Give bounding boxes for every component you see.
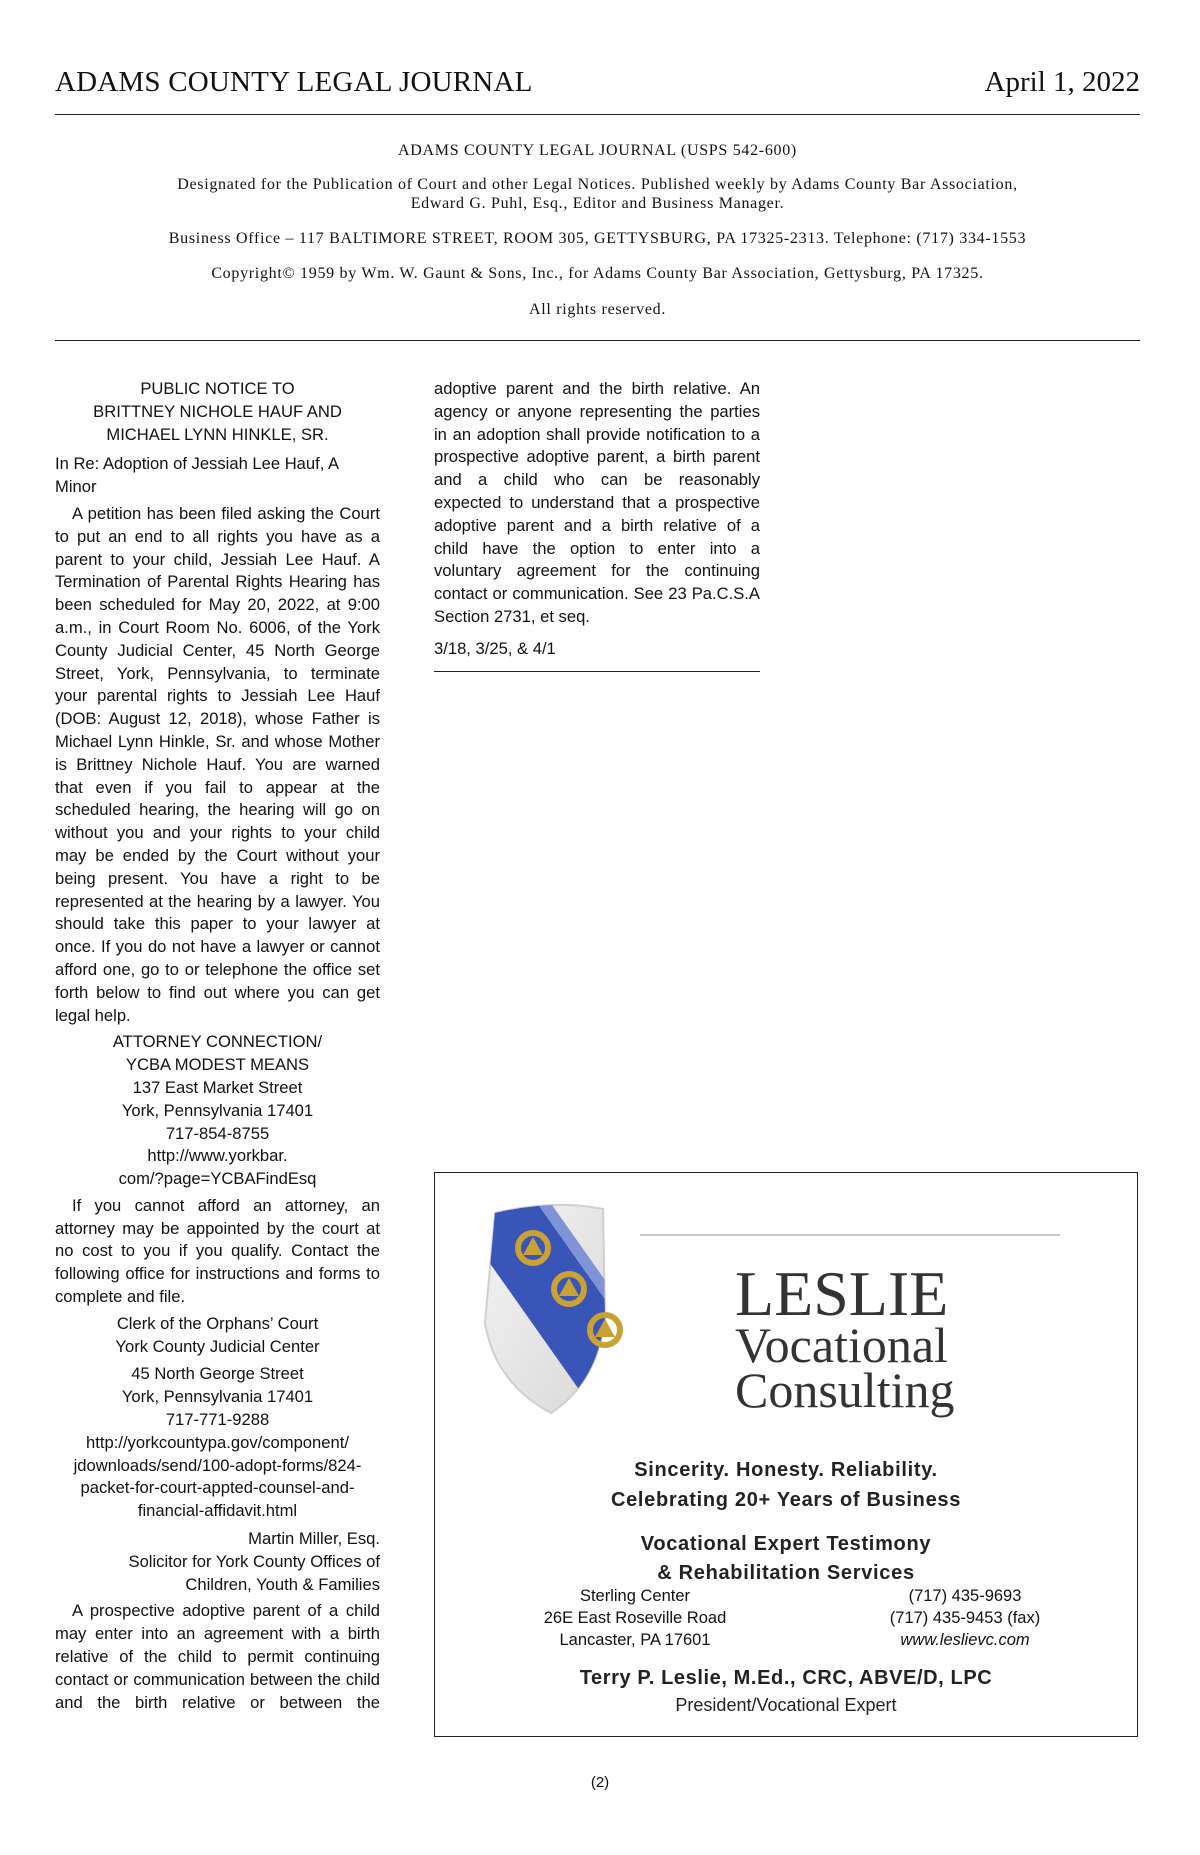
ad-person-role: President/Vocational Expert (675, 1695, 897, 1715)
shield-icon (465, 1188, 660, 1413)
office-line: Clerk of the Orphans’ Court (116, 1313, 319, 1333)
signer-line: Solicitor for York County Offices of (128, 1551, 380, 1571)
office-line: 717-771-9288 (165, 1410, 270, 1430)
ad-phone: (717) 435-9693 (908, 1587, 1022, 1605)
masthead-line: Edward G. Puhl, Esq., Editor and Business Manager. (410, 195, 785, 212)
publication-dates: 3/18, 3/25, & 4/1 (434, 639, 556, 658)
masthead-line: All rights reserved. (528, 301, 667, 318)
ad-fax: (717) 435-9453 (fax) (889, 1609, 1041, 1627)
masthead-rule (55, 340, 1140, 341)
ad-tagline: Sincerity. Honesty. Reliability. (634, 1459, 938, 1481)
office-line: York, Pennsylvania 17401 (121, 1387, 314, 1407)
office-url: financial-affidavit.html (137, 1501, 298, 1521)
logo-word-leslie: LESLIE (735, 1258, 949, 1329)
ad-person-name: Terry P. Leslie, M.Ed., CRC, ABVE/D, LPC (579, 1667, 993, 1689)
logo-word-vocational: Vocational (735, 1317, 948, 1373)
office-line: 45 North George Street (131, 1364, 304, 1384)
office-line: 137 East Market Street (132, 1077, 303, 1097)
ad-address-line: 26E East Roseville Road (543, 1609, 727, 1627)
notice-heading: MICHAEL LYNN HINKLE, SR. (106, 424, 329, 444)
ad-address-line: Sterling Center (579, 1587, 691, 1605)
notice-paragraph: A petition has been filed asking the Court to put an end to all rights you have as a parent to your child, Jessiah Lee Hauf. A Termination of Parental Rights Hearing has been scheduled for May 20, 2022, at 9:00 a.m., in Court Room No. 6006, of the York County Judicial Center, 45 North George Street, York, Pennsylvania, to terminate your parental rights to Jessiah Lee Hauf (DOB: August 12, 2018), whose Father is Michael Lynn Hinkle, Sr. and whose Mother is Brittney Nichole Hauf. You are warned that even if you fail to appear at the scheduled hearing, the hearing will go on without you and your rights to your child may be ended by the Court without your being present. You have a right to be represented at the hearing by a lawyer. You should take this paper to your lawyer at once. If you do not have a lawyer or cannot afford one, go to or telephone the office set forth below to find out where you can get legal help. (55, 503, 380, 1025)
ad-address-line: Lancaster, PA 17601 (559, 1631, 711, 1649)
journal-title: ADAMS COUNTY LEGAL JOURNAL (55, 66, 533, 98)
ad-service: Vocational Expert Testimony (640, 1533, 932, 1555)
ad-tagline: Celebrating 20+ Years of Business (610, 1489, 962, 1511)
office-orphans-court (55, 1313, 380, 1523)
office-line: ATTORNEY CONNECTION/ (112, 1032, 323, 1052)
office-url: packet-for-court-appted-counsel-and- (80, 1478, 355, 1498)
notice-column-middle (434, 378, 760, 672)
leslie-logo (435, 1173, 1136, 1423)
ad-address (515, 1585, 755, 1651)
ad-contact (845, 1585, 1085, 1651)
notice-end-rule (434, 671, 760, 672)
office-url: jdownloads/send/100-adopt-forms/824- (73, 1455, 362, 1475)
masthead-line: ADAMS COUNTY LEGAL JOURNAL (USPS 542-600) (398, 142, 797, 159)
signer-line: Children, Youth & Families (185, 1574, 380, 1594)
office-line: YCBA MODEST MEANS (125, 1055, 310, 1075)
continuation-window (434, 378, 760, 631)
leslie-ad (434, 1172, 1138, 1737)
notice-heading: BRITTNEY NICHOLE HAUF AND (93, 401, 342, 421)
ad-website: www.leslievc.com (900, 1631, 1030, 1649)
page-number: (2) (590, 1774, 610, 1791)
signer-line: Martin Miller, Esq. (248, 1529, 380, 1549)
notice-heading: PUBLIC NOTICE TO (140, 379, 295, 398)
ad-service: & Rehabilitation Services (657, 1562, 915, 1584)
in-re-caption: In Re: Adoption of Jessiah Lee Hauf, A Minor (55, 454, 339, 497)
masthead-line: Designated for the Publication of Court and other Legal Notices. Published weekly by Adams County Bar Association, (177, 176, 1018, 193)
masthead-line: Business Office – 117 BALTIMORE STREET, ROOM 305, GETTYSBURG, PA 17325-2313. Telephone: (717) 334-1553 (168, 230, 1027, 247)
office-url: http://yorkcountypa.gov/component/ (86, 1432, 349, 1452)
notice-paragraph: If you cannot afford an attorney, an attorney may be appointed by the court at no cost to you if you qualify. Contact the following office for instructions and forms to complete and file. (55, 1195, 380, 1307)
office-line: 717-854-8755 (165, 1123, 270, 1143)
office-line: York County Judicial Center (115, 1336, 320, 1356)
notice-column-left (55, 378, 380, 1714)
office-line: York, Pennsylvania 17401 (121, 1100, 314, 1120)
office-url: http://www.yorkbar. (147, 1146, 288, 1166)
notice-paragraph-continuation: adoptive parent and the birth relative. An agency or anyone representing the parties in an adoption shall provide notification to a prospective adoptive parent, a birth parent and a child who can be reasonably expected to understand that a prospective adoptive parent and a birth relative of a child have the option to enter into a voluntary agreement for the continuing contact or communication. See 23 Pa.C.S.A Section 2731, et seq. (434, 378, 760, 626)
office-attorney-connection (55, 1031, 380, 1191)
issue-date: April 1, 2022 (984, 66, 1140, 98)
signer-block (55, 1528, 380, 1596)
logo-word-consulting: Consulting (735, 1362, 955, 1418)
masthead-line: Copyright© 1959 by Wm. W. Gaunt & Sons, Inc., for Adams County Bar Association, Gettysburg, PA 17325. (211, 265, 984, 282)
office-url: com/?page=YCBAFindEsq (118, 1169, 317, 1189)
notice-paragraph-continued: A prospective adoptive parent of a child may enter into an agreement with a birth relative of the child to permit continuing contact or communication between the child and the birth relative or between the (55, 1601, 380, 1712)
header-rule (55, 114, 1140, 115)
